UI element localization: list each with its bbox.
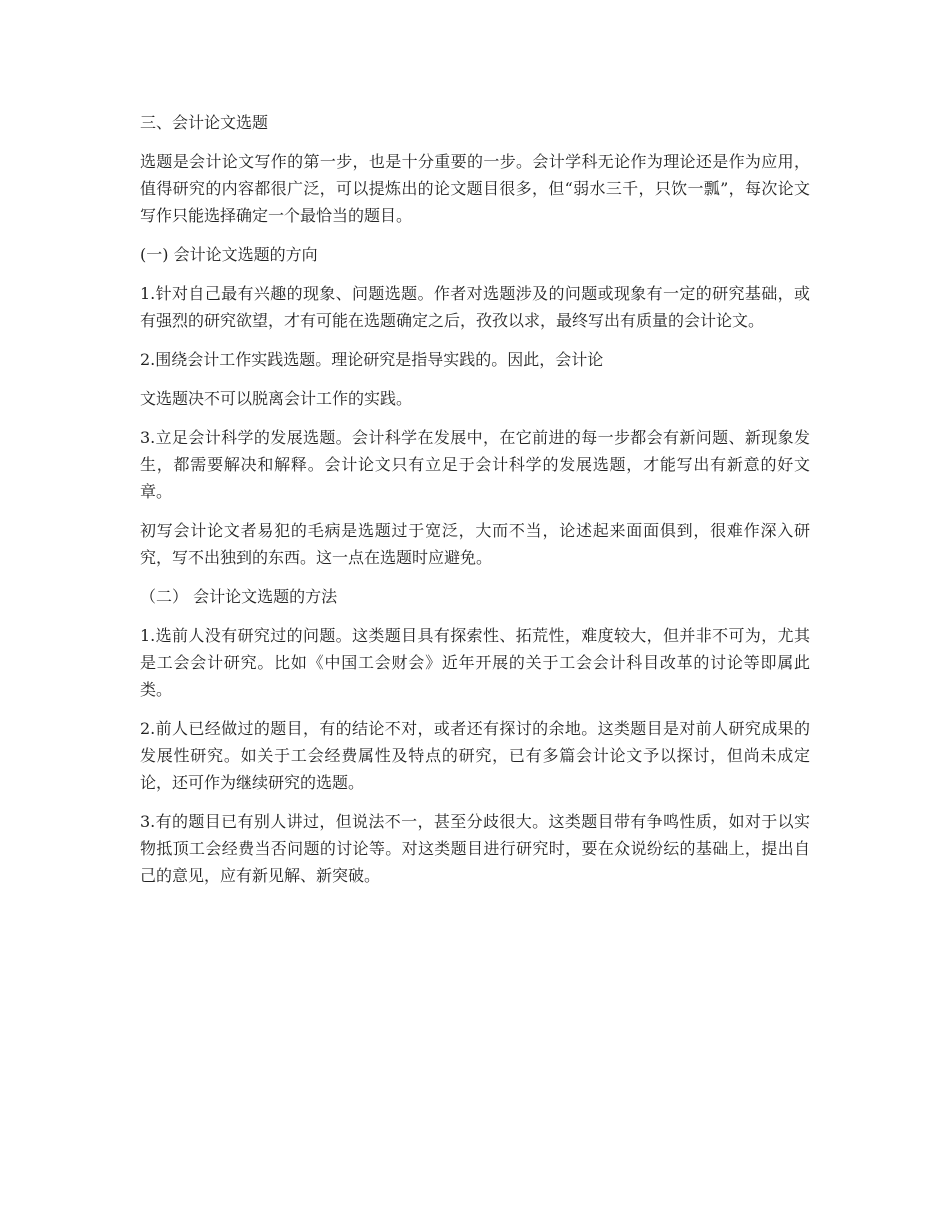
subsection-title-method: （二） 会计论文选题的方法	[140, 587, 338, 606]
method-item-1: 1.选前人没有研究过的问题。这类题目具有探索性、拓荒性，难度较大，但并非不可为，尤其是工会会计研究。比如《中国工会财会》近年开展的关于工会会计科目改革的讨论等即属此类。	[140, 626, 810, 699]
direction-item-2-part-2: 文选题决不可以脱离会计工作的实践。	[140, 389, 413, 408]
section-title: 三、会计论文选题	[140, 113, 269, 132]
document-body	[140, 109, 810, 901]
direction-item-2-part-1: 2.围绕会计工作实践选题。理论研究是指导实践的。因此，会计论	[140, 350, 604, 369]
method-item-3: 3.有的题目已有别人讲过，但说法不一，甚至分歧很大。这类题目带有争鸣性质，如对于以实物抵顶工会经费当否问题的讨论等。对这类题目进行研究时，要在众说纷纭的基础上，提出自己的意见，应有新见解、新突破。	[140, 812, 810, 885]
direction-item-3: 3.立足会计科学的发展选题。会计科学在发展中，在它前进的每一步都会有新问题、新现象发生，都需要解决和解释。会计论文只有立足于会计科学的发展选题，才能写出有新意的好文章。	[140, 428, 810, 501]
intro-paragraph: 选题是会计论文写作的第一步，也是十分重要的一步。会计学科无论作为理论还是作为应用，值得研究的内容都很广泛，可以提炼出的论文题目很多，但“弱水三千，只饮一瓢”，每次论文写作只能选择确定一个最恰当的题目。	[140, 152, 810, 225]
method-item-2: 2.前人已经做过的题目，有的结论不对，或者还有探讨的余地。这类题目是对前人研究成果的发展性研究。如关于工会经费属性及特点的研究，已有多篇会计论文予以探讨，但尚未成定论，还可作为继续研究的选题。	[140, 719, 810, 792]
direction-item-1: 1.针对自己最有兴趣的现象、问题选题。作者对选题涉及的问题或现象有一定的研究基础，或有强烈的研究欲望，才有可能在选题确定之后，孜孜以求，最终写出有质量的会计论文。	[140, 284, 810, 330]
warning-paragraph: 初写会计论文者易犯的毛病是选题过于宽泛，大而不当，论述起来面面俱到，很难作深入研究，写不出独到的东西。这一点在选题时应避免。	[140, 521, 810, 567]
subsection-title-direction: (一) 会计论文选题的方向	[140, 245, 318, 264]
